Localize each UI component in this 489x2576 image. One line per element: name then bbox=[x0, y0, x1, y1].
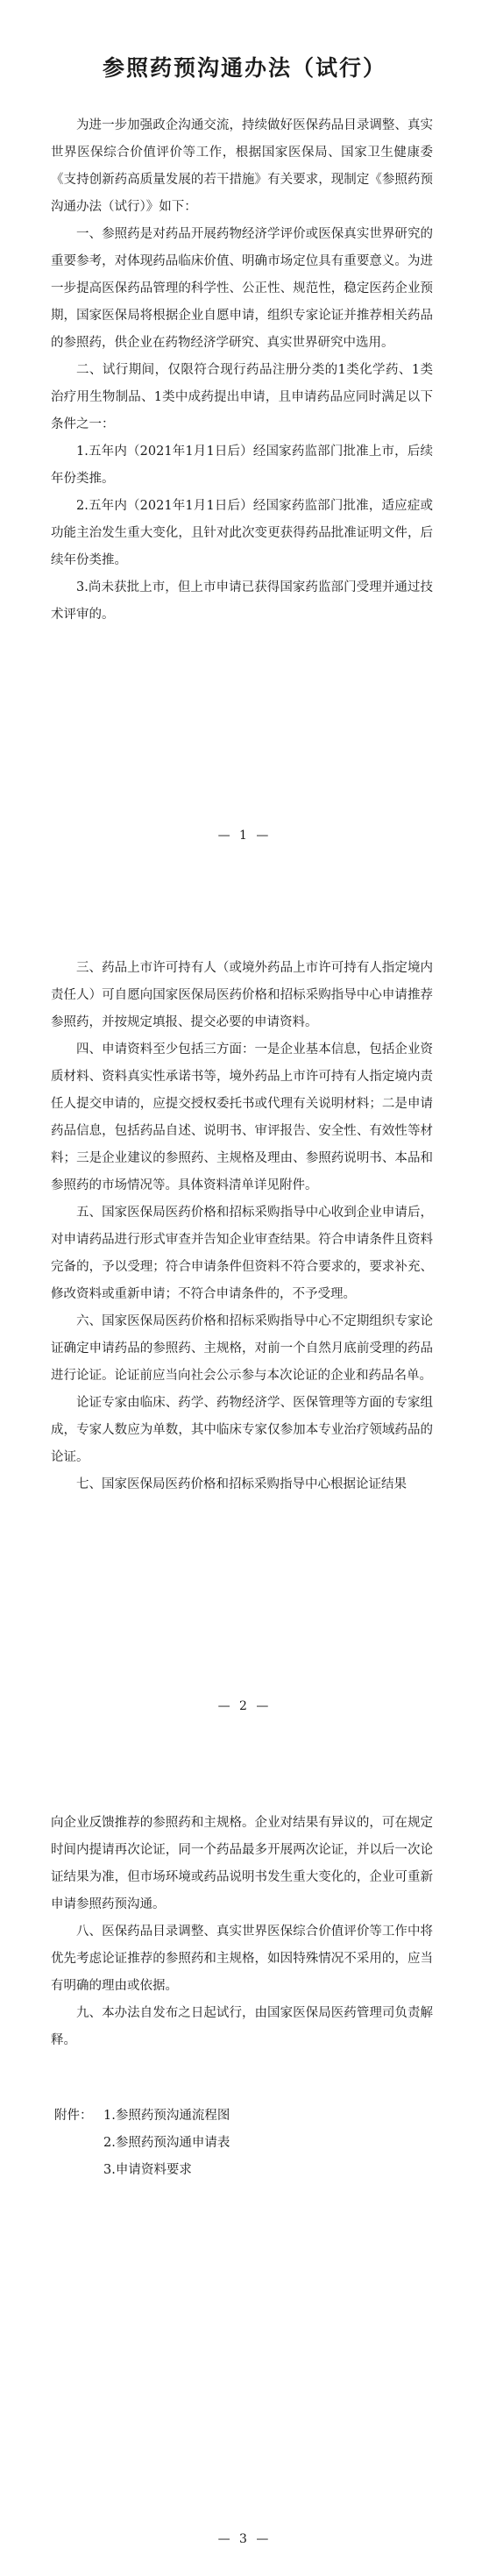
attachment-row bbox=[51, 2157, 433, 2184]
page-number-2: — 2 — bbox=[217, 1699, 272, 1713]
page-number-3: — 3 — bbox=[217, 2532, 272, 2546]
page-1-body bbox=[51, 112, 433, 629]
condition-1-paragraph: 1.五年内（2021年1月1日后）经国家药监部门批准上市，后续年份类推。 bbox=[51, 445, 433, 486]
attachment-item: 1.参照药预沟通流程图 bbox=[103, 2109, 230, 2123]
attachment-row bbox=[51, 2130, 433, 2157]
intro-paragraph: 为进一步加强政企沟通交流，持续做好医保药品目录调整、真实世界医保综合价值评价等工作，根据国家医保局、国家卫生健康委《支持创新药高质量发展的若干措施》有关要求，现制定《参照药预沟通办法（试行）》如下： bbox=[51, 118, 433, 214]
condition-2-paragraph: 2.五年内（2021年1月1日后）经国家药监部门批准，适应症或功能主治发生重大变化，且针对此次变更获得药品批准证明文件，后续年份类推。 bbox=[51, 499, 433, 567]
article-7-paragraph: 七、国家医保局医药价格和招标采购指导中心根据论证结果 bbox=[76, 1477, 407, 1491]
document-page-1 bbox=[0, 0, 489, 884]
article-7-continuation-paragraph: 向企业反馈推荐的参照药和主规格。企业对结果有异议的，可在规定时间内提请再次论证，同一个药品最多开展两次论证，并以后一次论证结果为准，但市场环境或药品说明书发生重大变化的，企业可重新申请参照药预沟通。 bbox=[51, 1816, 433, 1911]
page-2-body bbox=[51, 955, 433, 1498]
attachment-item: 3.申请资料要求 bbox=[103, 2163, 192, 2177]
article-2-paragraph: 二、试行期间，仅限符合现行药品注册分类的1类化学药、1类治疗用生物制品、1类中成药提出申请，且申请药品应同时满足以下条件之一： bbox=[51, 363, 433, 431]
attachment-row bbox=[51, 2103, 433, 2130]
article-5-paragraph: 五、国家医保局医药价格和招标采购指导中心收到企业申请后，对申请药品进行形式审查并告知企业审查结果。符合申请条件且资料完备的，予以受理；符合申请条件但资料不符合要求的，要求补充、修改资料或重新申请；不符合申请条件的，不予受理。 bbox=[51, 1206, 433, 1301]
expert-panel-paragraph: 论证专家由临床、药学、药物经济学、医保管理等方面的专家组成，专家人数应为单数，其中临床专家仅参加本专业治疗领域药品的论证。 bbox=[51, 1396, 433, 1464]
document-title: 参照药预沟通办法（试行） bbox=[102, 55, 386, 81]
condition-3-paragraph: 3.尚未获批上市，但上市申请已获得国家药监部门受理并通过技术评审的。 bbox=[51, 580, 433, 622]
page-3-body bbox=[51, 1810, 433, 2054]
document-page-2 bbox=[0, 884, 489, 1740]
page-number-1: — 1 — bbox=[217, 829, 272, 843]
attachments-label: 附件： bbox=[54, 2109, 93, 2123]
article-6-paragraph: 六、国家医保局医药价格和招标采购指导中心不定期组织专家论证确定申请药品的参照药、主规格，对前一个自然月底前受理的药品进行论证。论证前应当向社会公示参与本次论证的企业和药品名单。 bbox=[51, 1314, 433, 1383]
attachment-item: 2.参照药预沟通申请表 bbox=[103, 2136, 230, 2150]
article-3-paragraph: 三、药品上市许可持有人（或境外药品上市许可持有人指定境内责任人）可自愿向国家医保局医药价格和招标采购指导中心申请推荐参照药，并按规定填报、提交必要的申请资料。 bbox=[51, 961, 433, 1029]
article-4-paragraph: 四、申请资料至少包括三方面：一是企业基本信息，包括企业资质材料、资料真实性承诺书等，境外药品上市许可持有人指定境内责任人提交申请的，应提交授权委托书或代理有关说明材料；二是申请药品信息，包括药品自述、说明书、审评报告、安全性、有效性等材料；三是企业建议的参照药、主规格及理由、参照药说明书、本品和参照药的市场情况等。具体资料清单详见附件。 bbox=[51, 1042, 433, 1192]
article-9-paragraph: 九、本办法自发布之日起试行，由国家医保局医药管理司负责解释。 bbox=[51, 2006, 433, 2047]
article-8-paragraph: 八、医保药品目录调整、真实世界医保综合价值评价等工作中将优先考虑论证推荐的参照药和主规格，如因特殊情况不采用的，应当有明确的理由或依据。 bbox=[51, 1925, 433, 1993]
document-page-3 bbox=[0, 1740, 489, 2576]
article-1-paragraph: 一、参照药是对药品开展药物经济学评价或医保真实世界研究的重要参考，对体现药品临床价值、明确市场定位具有重要意义。为进一步提高医保药品管理的科学性、公正性、规范性，稳定医药企业预期，国家医保局将根据企业自愿申请，组织专家论证并推荐相关药品的参照药，供企业在药物经济学研究、真实世界研究中选用。 bbox=[51, 227, 433, 350]
attachments-list bbox=[51, 2103, 433, 2184]
